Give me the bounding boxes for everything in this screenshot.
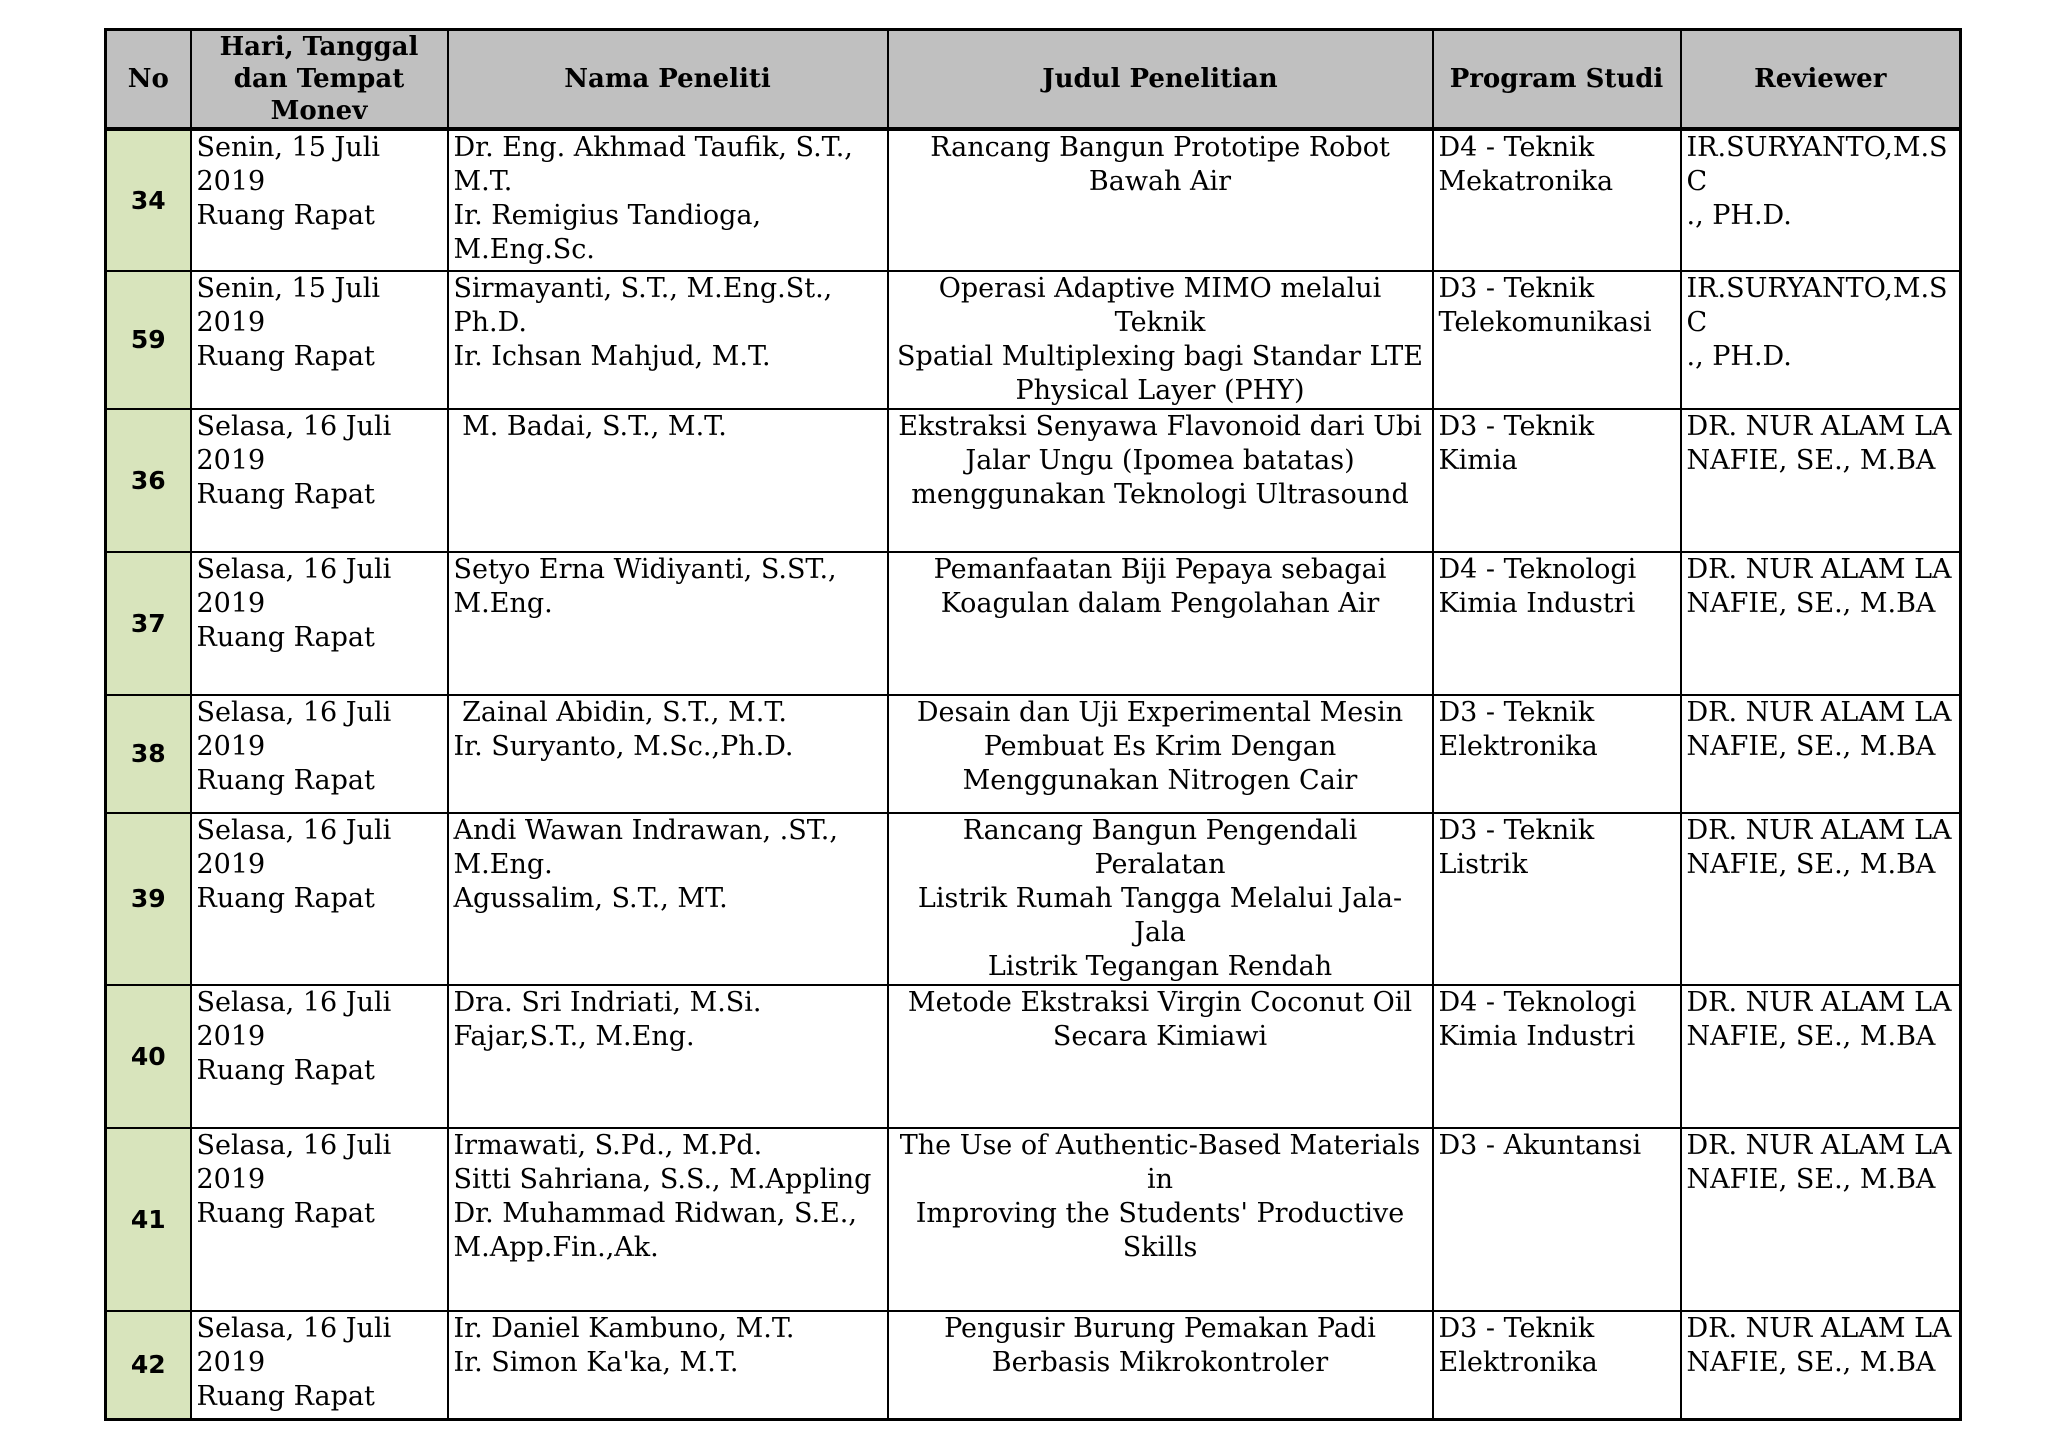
cell-line: Dr. Eng. Akhmad Taufik, S.T., — [453, 132, 853, 163]
cell-line: Selasa, 16 Juli — [196, 1313, 392, 1344]
cell-line: Listrik Tegangan Rendah — [987, 951, 1333, 982]
header-date-place: Hari, Tanggal dan Tempat Monev — [191, 30, 448, 130]
cell-line: Selasa, 16 Juli — [196, 987, 392, 1018]
study-program-cell — [1433, 1311, 1681, 1419]
table-row — [106, 409, 1961, 552]
cell-line: Pemanfaatan Biji Pepaya sebagai — [933, 554, 1387, 585]
cell-line: Koagulan dalam Pengolahan Air — [940, 588, 1380, 619]
study-program-cell — [1433, 552, 1681, 695]
researcher-cell — [448, 695, 888, 813]
cell-line: NAFIE, SE., M.BA — [1686, 1164, 1936, 1195]
cell-line: M.Eng. — [453, 588, 553, 619]
reviewer-cell — [1681, 813, 1961, 985]
cell-line: D4 - Teknik — [1438, 132, 1595, 163]
cell-line: DR. NUR ALAM LA — [1686, 815, 1952, 846]
table-row — [106, 1311, 1961, 1419]
reviewer-cell — [1681, 695, 1961, 813]
cell-line: NAFIE, SE., M.BA — [1686, 445, 1936, 476]
cell-line: Ir. Suryanto, M.Sc.,Ph.D. — [453, 731, 794, 762]
cell-line: NAFIE, SE., M.BA — [1686, 731, 1936, 762]
study-program-cell — [1433, 695, 1681, 813]
date-place-cell — [191, 129, 448, 271]
cell-line: D3 - Akuntansi — [1438, 1130, 1642, 1161]
cell-line: 2019 — [196, 731, 266, 762]
reviewer-cell — [1681, 985, 1961, 1128]
cell-line: Pembuat Es Krim Dengan — [983, 731, 1337, 762]
cell-line: Ruang Rapat — [196, 479, 375, 510]
cell-line: Sirmayanti, S.T., M.Eng.St., — [453, 273, 833, 304]
cell-line: IR.SURYANTO,M.SC — [1686, 273, 1948, 338]
row-number: 37 — [106, 552, 191, 695]
table-row — [106, 129, 1961, 271]
cell-line: Ir. Simon Ka'ka, M.T. — [453, 1347, 739, 1378]
study-program-cell — [1433, 271, 1681, 409]
cell-line: DR. NUR ALAM LA — [1686, 697, 1952, 728]
cell-line: ., PH.D. — [1686, 341, 1792, 372]
cell-line: Kimia Industri — [1438, 588, 1636, 619]
cell-line: Fajar,S.T., M.Eng. — [453, 1021, 695, 1052]
researcher-cell — [448, 1128, 888, 1311]
cell-line: Kimia Industri — [1438, 1021, 1636, 1052]
cell-line: Bawah Air — [1088, 166, 1232, 197]
study-program-cell — [1433, 813, 1681, 985]
cell-line: Menggunakan Nitrogen Cair — [962, 765, 1358, 796]
cell-line: Irmawati, S.Pd., M.Pd. — [453, 1130, 763, 1161]
date-place-cell — [191, 552, 448, 695]
table-row — [106, 271, 1961, 409]
cell-line: Improving the Students' Productive — [915, 1198, 1405, 1229]
cell-line: 2019 — [196, 1021, 266, 1052]
cell-line: Ruang Rapat — [196, 200, 375, 231]
cell-line: Ruang Rapat — [196, 883, 375, 914]
cell-line: Dra. Sri Indriati, M.Si. — [453, 987, 762, 1018]
cell-line: D3 - Teknik — [1438, 273, 1595, 304]
cell-line: 2019 — [196, 1164, 266, 1195]
header-reviewer: Reviewer — [1681, 30, 1961, 130]
cell-line: M. Badai, S.T., M.T. — [453, 411, 727, 442]
cell-line: Sitti Sahriana, S.S., M.Appling — [453, 1164, 872, 1195]
cell-line: Andi Wawan Indrawan, .ST., — [453, 815, 838, 846]
study-program-cell — [1433, 1128, 1681, 1311]
header-research-title: Judul Penelitian — [888, 30, 1433, 130]
table-row — [106, 813, 1961, 985]
cell-line: Ruang Rapat — [196, 622, 375, 653]
study-program-cell — [1433, 409, 1681, 552]
cell-line: Rancang Bangun Prototipe Robot — [930, 132, 1390, 163]
cell-line: Desain dan Uji Experimental Mesin — [916, 697, 1404, 728]
row-number: 42 — [106, 1311, 191, 1419]
header-researcher: Nama Peneliti — [448, 30, 888, 130]
cell-line: D4 - Teknologi — [1438, 554, 1637, 585]
table-row — [106, 1128, 1961, 1311]
research-title-cell — [888, 552, 1433, 695]
cell-line: Ir. Ichsan Mahjud, M.T. — [453, 341, 771, 372]
cell-line: Physical Layer (PHY) — [1015, 375, 1305, 406]
researcher-cell — [448, 129, 888, 271]
cell-line: Mekatronika — [1438, 166, 1614, 197]
cell-line: Ruang Rapat — [196, 1198, 375, 1229]
cell-line: D4 - Teknologi — [1438, 987, 1637, 1018]
cell-line: DR. NUR ALAM LA — [1686, 411, 1952, 442]
cell-line: Selasa, 16 Juli — [196, 697, 392, 728]
row-number: 39 — [106, 813, 191, 985]
research-title-cell — [888, 695, 1433, 813]
cell-line: Operasi Adaptive MIMO melalui Teknik — [938, 273, 1390, 338]
reviewer-cell — [1681, 129, 1961, 271]
cell-line: menggunakan Teknologi Ultrasound — [911, 479, 1409, 510]
cell-line: NAFIE, SE., M.BA — [1686, 588, 1936, 619]
cell-line: 2019 — [196, 588, 266, 619]
cell-line: 2019 — [196, 849, 266, 880]
cell-line: Rancang Bangun Pengendali Peralatan — [962, 815, 1366, 880]
cell-line: Ruang Rapat — [196, 1055, 375, 1086]
cell-line: Selasa, 16 Juli — [196, 1130, 392, 1161]
table-body — [106, 129, 1961, 1419]
cell-line: M.Eng. — [453, 849, 553, 880]
research-title-cell — [888, 985, 1433, 1128]
cell-line: M.Eng.Sc. — [453, 234, 595, 265]
cell-line: DR. NUR ALAM LA — [1686, 1313, 1952, 1344]
cell-line: IR.SURYANTO,M.SC — [1686, 132, 1948, 197]
cell-line: The Use of Authentic-Based Materials in — [899, 1130, 1429, 1195]
researcher-cell — [448, 552, 888, 695]
cell-line: M.T. — [453, 166, 513, 197]
cell-line: Selasa, 16 Juli — [196, 815, 392, 846]
date-place-cell — [191, 695, 448, 813]
row-number: 36 — [106, 409, 191, 552]
cell-line: Listrik Rumah Tangga Melalui Jala-Jala — [917, 883, 1403, 948]
cell-line: NAFIE, SE., M.BA — [1686, 1347, 1936, 1378]
cell-line: Ir. Daniel Kambuno, M.T. — [453, 1313, 795, 1344]
cell-line: Ekstraksi Senyawa Flavonoid dari Ubi — [898, 411, 1422, 442]
cell-line: Senin, 15 Juli — [196, 273, 380, 304]
research-title-cell — [888, 129, 1433, 271]
cell-line: NAFIE, SE., M.BA — [1686, 1021, 1936, 1052]
cell-line: Telekomunikasi — [1438, 307, 1652, 338]
cell-line: Elektronika — [1438, 731, 1598, 762]
cell-line: Zainal Abidin, S.T., M.T. — [453, 697, 787, 728]
researcher-cell — [448, 985, 888, 1128]
cell-line: DR. NUR ALAM LA — [1686, 987, 1952, 1018]
date-place-cell — [191, 1128, 448, 1311]
cell-line: Ir. Remigius Tandioga, — [453, 200, 762, 231]
cell-line: Elektronika — [1438, 1347, 1598, 1378]
date-place-cell — [191, 813, 448, 985]
reviewer-cell — [1681, 1311, 1961, 1419]
row-number: 40 — [106, 985, 191, 1128]
cell-line: DR. NUR ALAM LA — [1686, 554, 1952, 585]
cell-line: DR. NUR ALAM LA — [1686, 1130, 1952, 1161]
reviewer-cell — [1681, 271, 1961, 409]
date-place-cell — [191, 985, 448, 1128]
cell-line: ., PH.D. — [1686, 200, 1792, 231]
row-number: 34 — [106, 129, 191, 271]
row-number: 38 — [106, 695, 191, 813]
researcher-cell — [448, 271, 888, 409]
cell-line: D3 - Teknik — [1438, 411, 1595, 442]
header-no: No — [106, 30, 191, 130]
cell-line: Pengusir Burung Pemakan Padi — [944, 1313, 1376, 1344]
cell-line: Metode Ekstraksi Virgin Coconut Oil — [907, 987, 1413, 1018]
research-title-cell — [888, 813, 1433, 985]
cell-line: 2019 — [196, 166, 266, 197]
table-row — [106, 985, 1961, 1128]
cell-line: M.App.Fin.,Ak. — [453, 1232, 659, 1263]
researcher-cell — [448, 409, 888, 552]
reviewer-cell — [1681, 552, 1961, 695]
cell-line: D3 - Teknik — [1438, 1313, 1595, 1344]
table-row — [106, 695, 1961, 813]
cell-line: Spatial Multiplexing bagi Standar LTE — [897, 341, 1423, 372]
cell-line: Kimia — [1438, 445, 1518, 476]
cell-line: Ruang Rapat — [196, 341, 375, 372]
cell-line: Listrik — [1438, 849, 1528, 880]
researcher-cell — [448, 1311, 888, 1419]
research-title-cell — [888, 1128, 1433, 1311]
reviewer-cell — [1681, 409, 1961, 552]
header-row — [106, 30, 1961, 130]
date-place-cell — [191, 271, 448, 409]
cell-line: Selasa, 16 Juli — [196, 554, 392, 585]
cell-line: D3 - Teknik — [1438, 815, 1595, 846]
cell-line: Berbasis Mikrokontroler — [991, 1347, 1329, 1378]
cell-line: Jalar Ungu (Ipomea batatas) — [965, 445, 1355, 476]
cell-line: Dr. Muhammad Ridwan, S.E., — [453, 1198, 857, 1229]
cell-line: Ruang Rapat — [196, 765, 375, 796]
reviewer-cell — [1681, 1128, 1961, 1311]
cell-line: Secara Kimiawi — [1052, 1021, 1268, 1052]
monev-schedule-table — [104, 28, 1962, 1421]
row-number: 59 — [106, 271, 191, 409]
cell-line: 2019 — [196, 445, 266, 476]
cell-line: D3 - Teknik — [1438, 697, 1595, 728]
cell-line: Agussalim, S.T., MT. — [453, 883, 728, 914]
research-title-cell — [888, 409, 1433, 552]
date-place-cell — [191, 1311, 448, 1419]
cell-line: Selasa, 16 Juli — [196, 411, 392, 442]
cell-line: NAFIE, SE., M.BA — [1686, 849, 1936, 880]
date-place-cell — [191, 409, 448, 552]
study-program-cell — [1433, 129, 1681, 271]
cell-line: 2019 — [196, 307, 266, 338]
cell-line: Senin, 15 Juli — [196, 132, 380, 163]
cell-line: 2019 — [196, 1347, 266, 1378]
cell-line: Ruang Rapat — [196, 1381, 375, 1412]
research-title-cell — [888, 1311, 1433, 1419]
row-number: 41 — [106, 1128, 191, 1311]
research-title-cell — [888, 271, 1433, 409]
researcher-cell — [448, 813, 888, 985]
cell-line: Skills — [1122, 1232, 1198, 1263]
header-study-program: Program Studi — [1433, 30, 1681, 130]
study-program-cell — [1433, 985, 1681, 1128]
cell-line: Ph.D. — [453, 307, 527, 338]
cell-line: Setyo Erna Widiyanti, S.ST., — [453, 554, 837, 585]
table-row — [106, 552, 1961, 695]
